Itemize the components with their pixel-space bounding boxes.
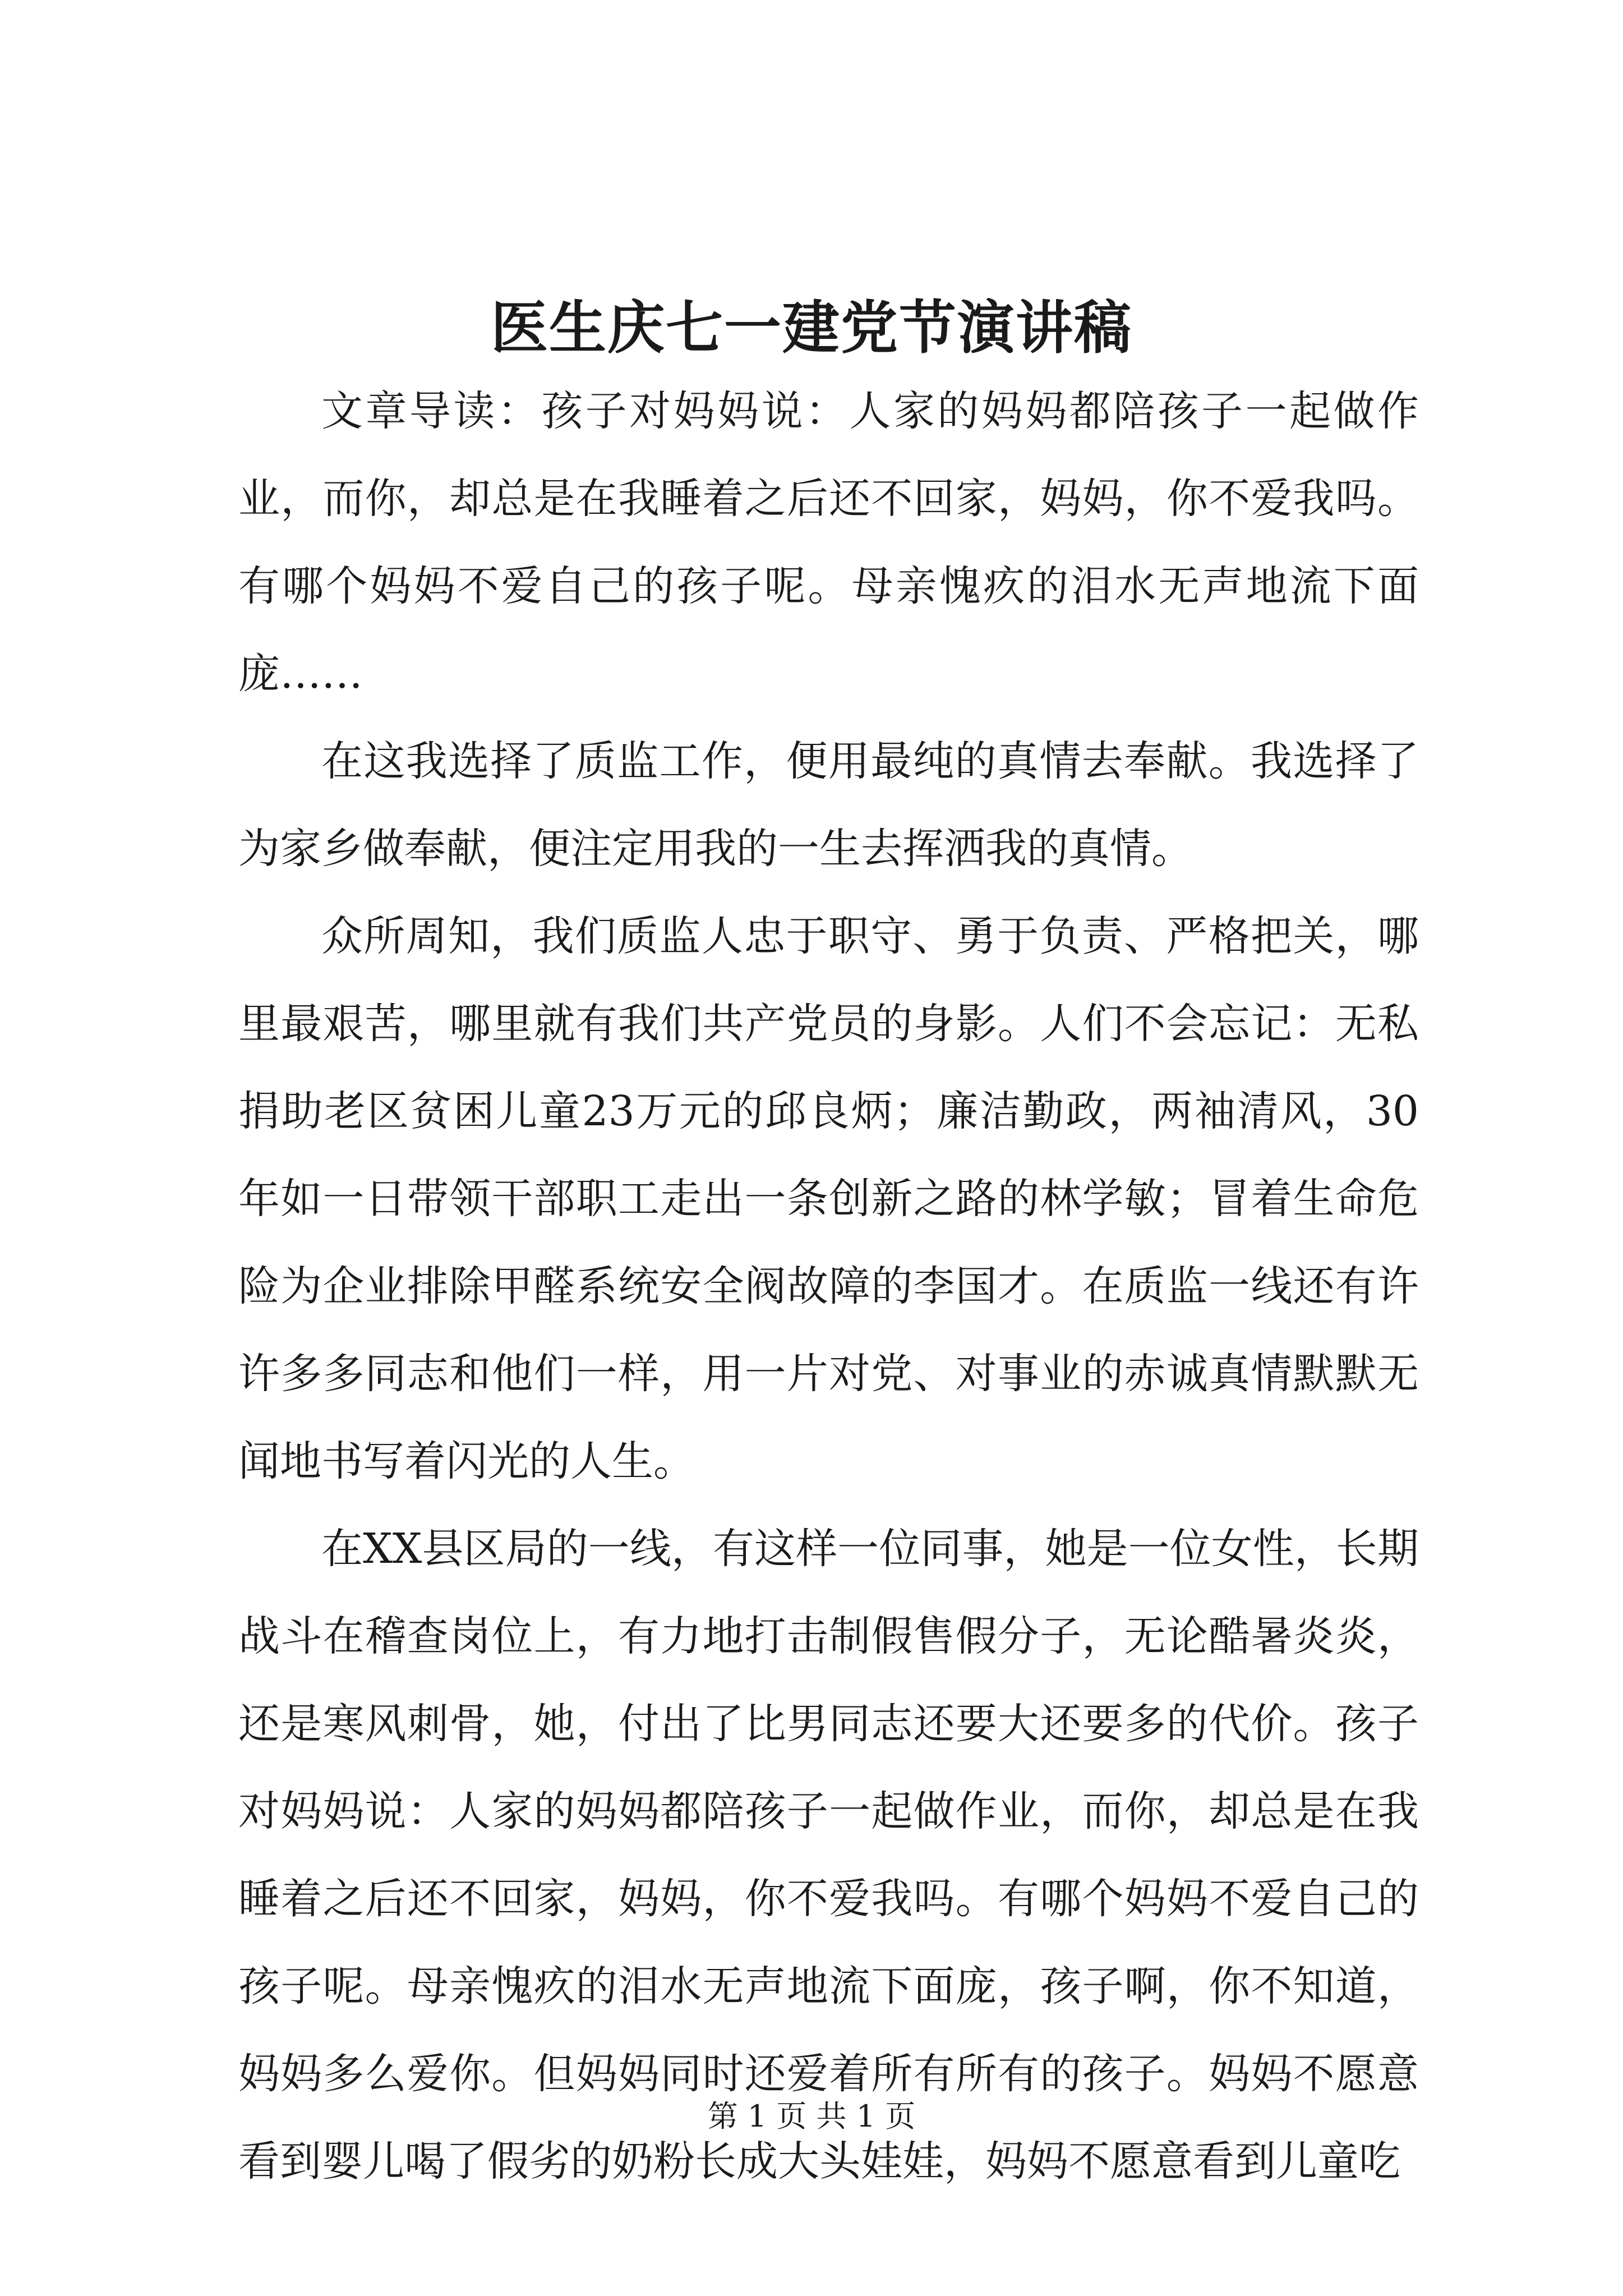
paragraph-colleague-story: 在XX县区局的一线，有这样一位同事，她是一位女性，长期战斗在稽查岗位上，有力地打击制假售假分子，无论酷暑炎炎，还是寒风刺骨，她，付出了比男同志还要大还要多的代价。孩子对妈妈说：人家的妈妈都陪孩子一起做作业，而你，却总是在我睡着之后还不回家，妈妈，你不爱我吗。有哪个妈妈不爱自己的孩子呢。母亲愧疚的泪水无声地流下面庞，孩子啊，你不知道，妈妈多么爱你。但妈妈同时还爱着所有所有的孩子。妈妈不愿意看到婴儿喝了假劣的奶粉长成大头娃娃，妈妈不愿意看到儿童吃	[238, 1525, 1419, 2185]
paragraph-choice: 在这我选择了质监工作，便用最纯的真情去奉献。我选择了为家乡做奉献，便注定用我的一生去挥洒我的真情。	[238, 737, 1419, 873]
paragraph-examples: 众所周知，我们质监人忠于职守、勇于负责、严格把关，哪里最艰苦，哪里就有我们共产党员的身影。人们不会忘记：无私捐助老区贫困儿童23万元的邱良炳；廉洁勤政，两袖清风，30年如一日带领干部职工走出一条创新之路的林学敏；冒着生命危险为企业排除甲醛系统安全阀故障的李国才。在质监一线还有许许多多同志和他们一样，用一片对党、对事业的赤诚真情默默无闻地书写着闪光的人生。	[238, 912, 1419, 1485]
document-body	[238, 367, 1419, 2205]
page-footer: 第 1 页 共 1 页	[707, 2099, 916, 2134]
document-title: 医生庆七一建党节演讲稿	[491, 295, 1132, 362]
paragraph-intro: 文章导读：孩子对妈妈说：人家的妈妈都陪孩子一起做作业，而你，却总是在我睡着之后还不回家，妈妈，你不爱我吗。有哪个妈妈不爱自己的孩子呢。母亲愧疚的泪水无声地流下面庞……	[238, 387, 1419, 698]
